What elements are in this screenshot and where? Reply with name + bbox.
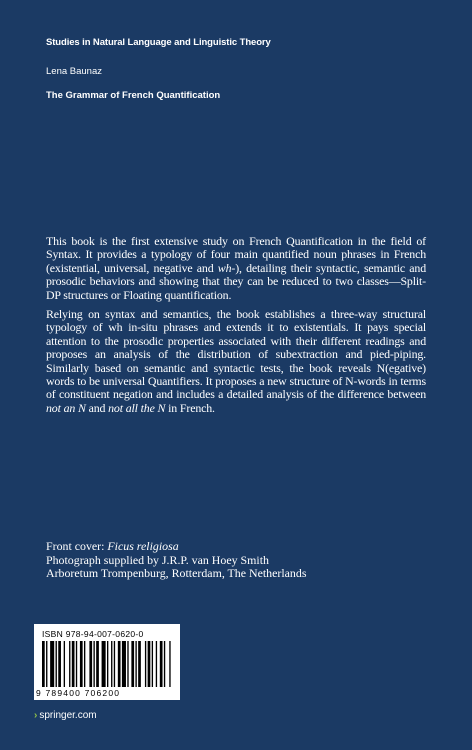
blurb-p2-emphasis-2: not all the N (108, 400, 166, 415)
series-title: Studies in Natural Language and Linguistic Theory (46, 37, 271, 48)
barcode-bar (42, 641, 45, 687)
barcode-bar (152, 641, 153, 687)
barcode-bar (50, 641, 54, 687)
blurb-p2-emphasis-1: not an N (46, 400, 86, 415)
barcode-bar (145, 641, 146, 687)
barcode-bar (84, 641, 85, 687)
barcode-bars (42, 641, 172, 687)
isbn-label: ISBN 978-94-007-0620-0 (42, 629, 144, 639)
cover-label: Front cover: (46, 539, 108, 553)
barcode-bar (64, 641, 65, 687)
author-name: Lena Baunaz (46, 66, 102, 77)
barcode-bar (131, 641, 134, 687)
barcode-bar (122, 641, 126, 687)
cover-credit-line (46, 540, 306, 554)
barcode-bar (156, 641, 157, 687)
barcode-bar (80, 641, 83, 687)
barcode-bar (89, 641, 92, 687)
chevron-right-icon: › (34, 710, 38, 721)
blurb-p1-emphasis: wh- (217, 260, 236, 275)
barcode-digits: 9 789400 706200 (36, 688, 121, 698)
publisher-link[interactable] (34, 710, 97, 721)
publisher-name: springer.com (39, 710, 97, 721)
barcode-bar (148, 641, 151, 687)
barcode-bar (127, 641, 128, 687)
blurb-paragraph-1 (46, 235, 426, 302)
barcode-bar (118, 641, 121, 687)
blurb-p2-text-a: Relying on syntax and semantics, the book establishes a three-way structural typology of wh in-situ phrases and extends it to existentials. It pays special attention to the prosodic properties associated with their different readings and proposes an analysis of the distribution of subextraction and pied-piping. Similarly based on semantic and syntactic tests, the book reveals N(egative) words to be universal Quantifiers. It proposes a new structure of N-words in terms of constituent negation and includes a detailed analysis of the difference between (46, 307, 426, 402)
blurb-p1-text-b: ), detailing their syntactic, semantic and prosodic behaviors and showing that they can be reduced to two classes—Split-DP structures or Floating quantification. (46, 260, 426, 302)
cover-credits (46, 540, 306, 581)
blurb-p1-text-a: This book is the first extensive study on French Quantification in the field of Syntax. It provides a typology of four main quantified noun phrases in French (existential, universal, negative and (46, 234, 426, 275)
barcode-bar (114, 641, 115, 687)
barcode-bar (93, 641, 94, 687)
barcode-bar (46, 641, 47, 687)
barcode-bar (96, 641, 99, 687)
barcode-bar (58, 641, 61, 687)
book-title: The Grammar of French Quantification (46, 90, 221, 101)
photo-credit: Photograph supplied by J.R.P. van Hoey Smith (46, 552, 269, 567)
barcode-bar (135, 641, 136, 687)
barcode-panel (34, 624, 180, 700)
barcode-bar (160, 641, 163, 687)
blurb-p2-text-end: in French. (165, 400, 215, 415)
barcode-bar (102, 641, 106, 687)
barcode-bar (169, 641, 170, 687)
barcode-bar (56, 641, 57, 687)
barcode-bar (164, 641, 165, 687)
cover-species: Ficus religiosa (107, 539, 179, 553)
photo-location: Arboretum Trompenburg, Rotterdam, The Netherlands (46, 566, 307, 581)
blurb-paragraph-2 (46, 308, 426, 415)
barcode-bar (76, 641, 77, 687)
barcode-bar (107, 641, 108, 687)
blurb-p2-text-mid: and (85, 400, 109, 415)
barcode-bar (138, 641, 141, 687)
barcode-bar (111, 641, 112, 687)
barcode-bar (72, 641, 75, 687)
barcode-bar (69, 641, 70, 687)
